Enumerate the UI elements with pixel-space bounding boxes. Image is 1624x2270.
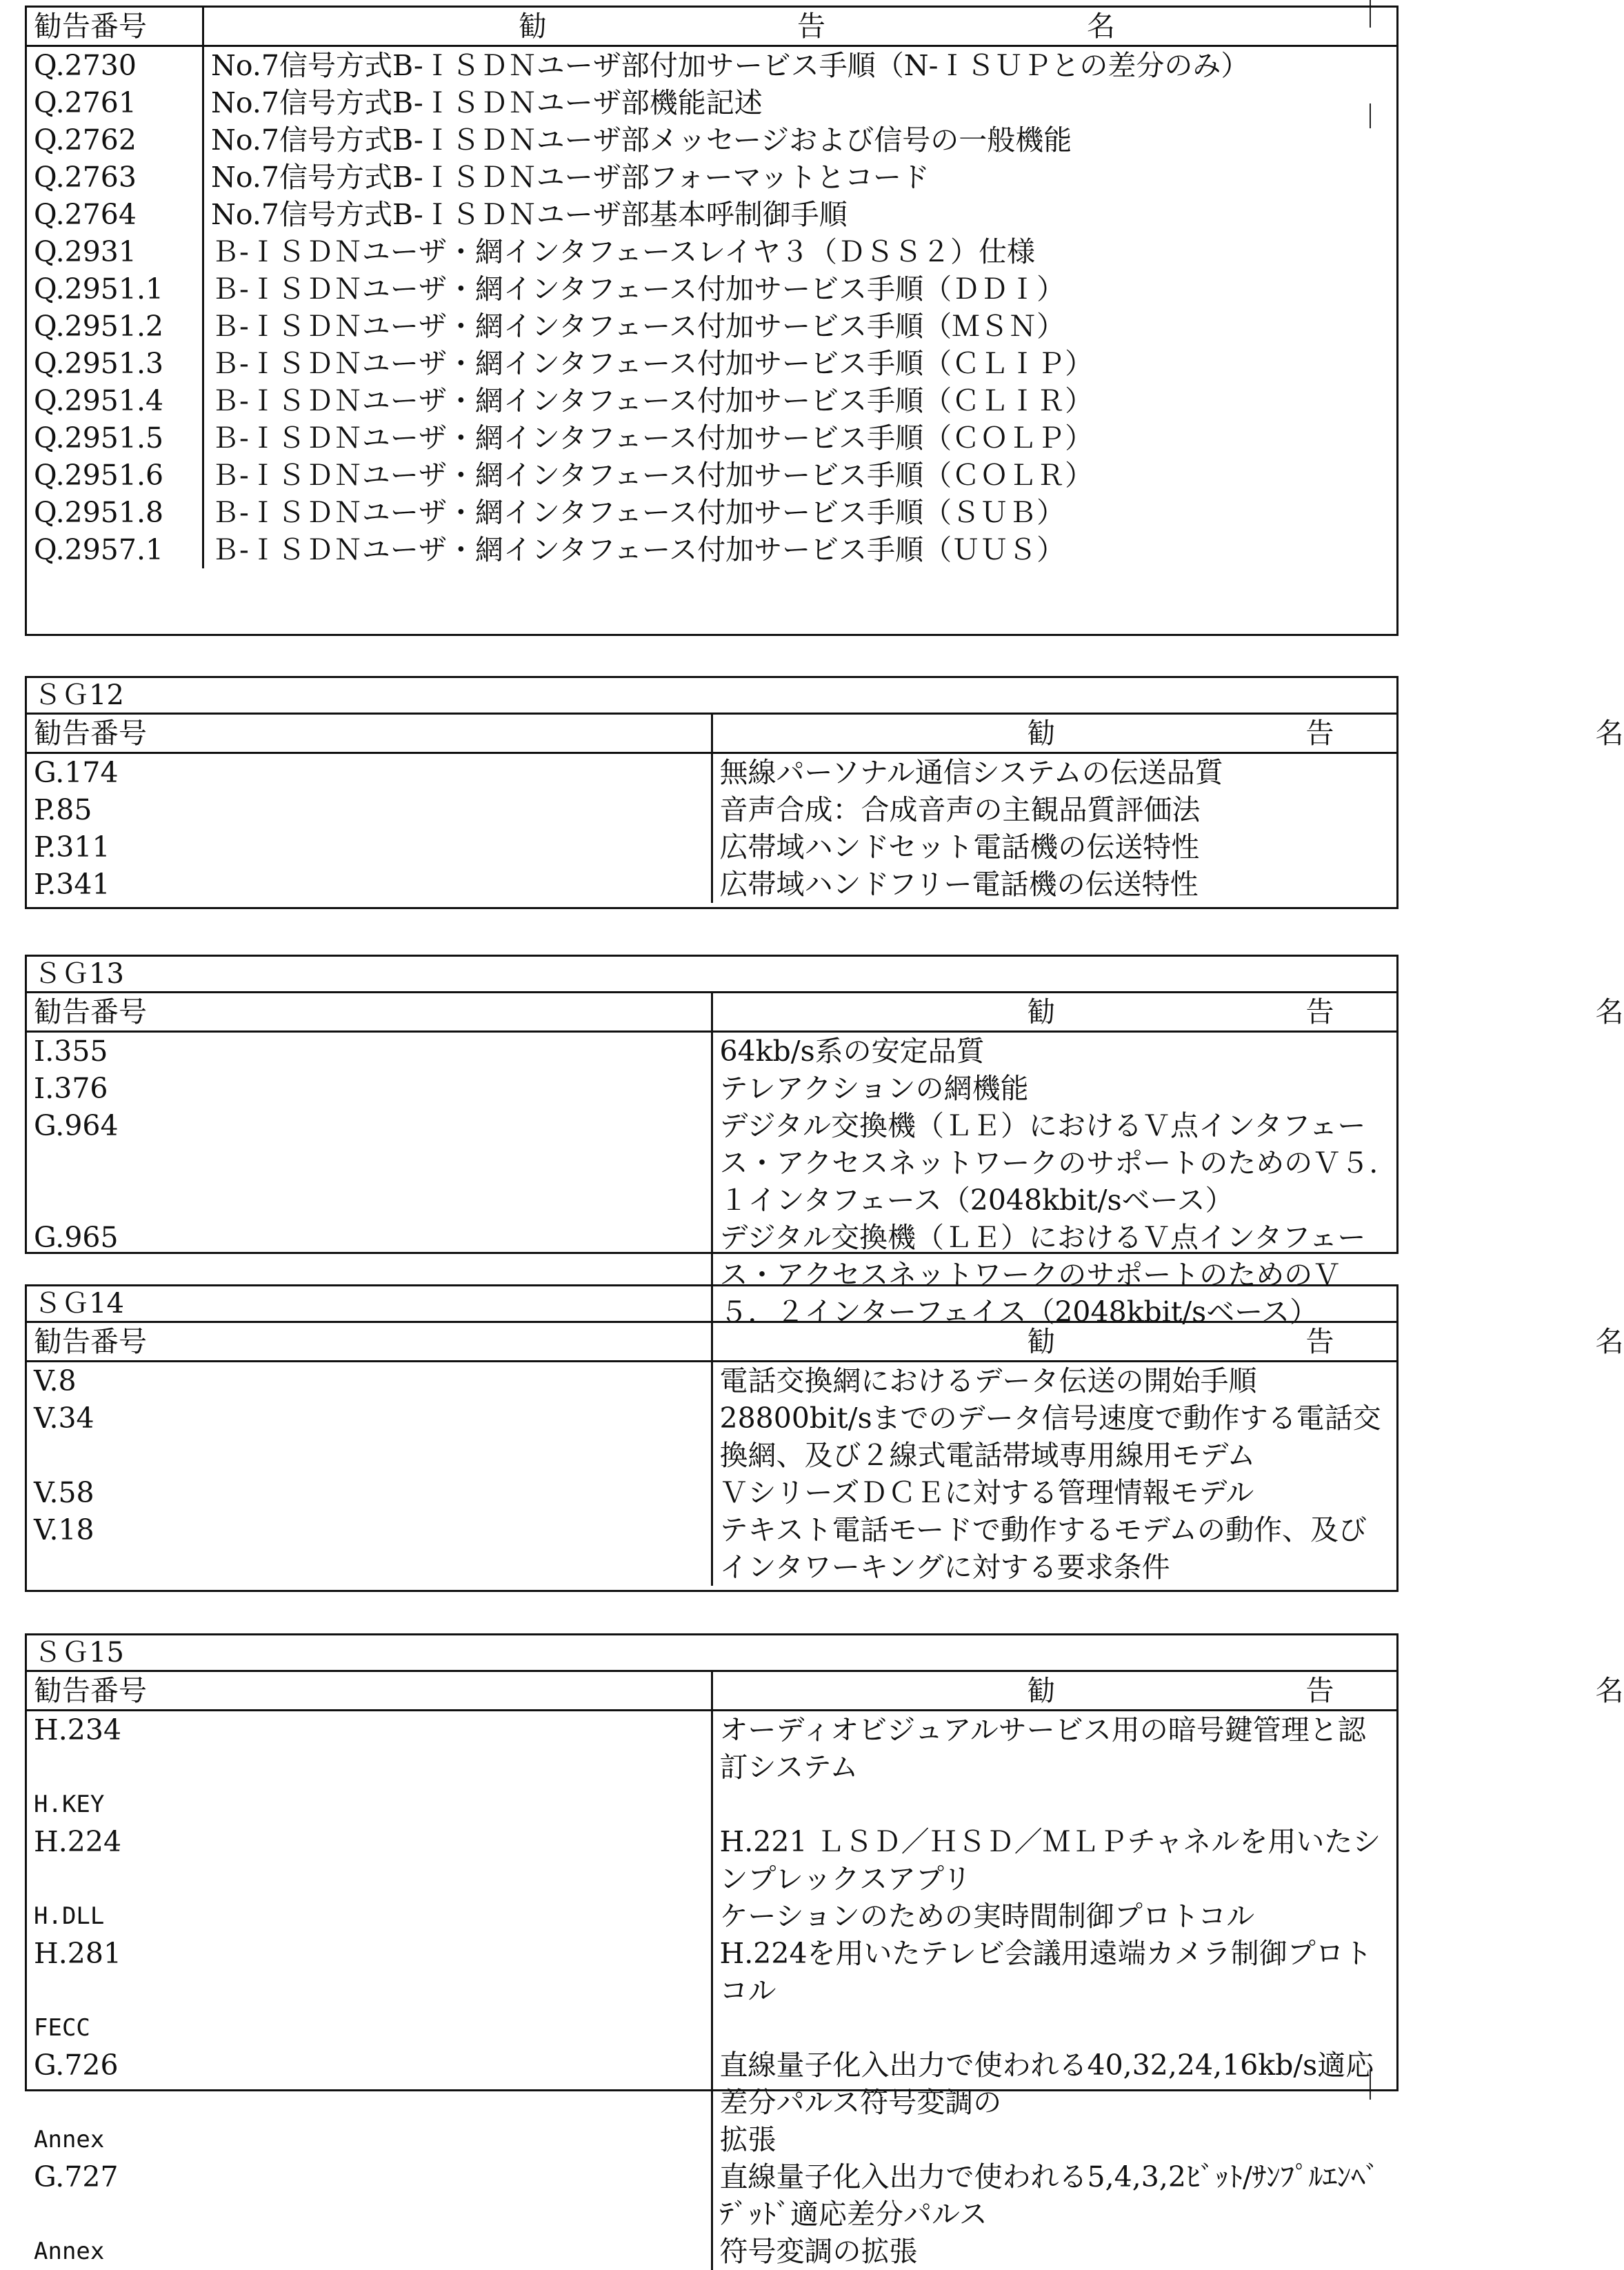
table-row: Q.2951.5 Ｂ-ＩＳＤＮユーザ・網インタフェース付加サービス手順（ＣＯＬＰ） (27, 419, 1396, 457)
table-row: H.234 オーディオビジュアルサービス用の暗号鍵管理と認訂システム (27, 1711, 1396, 1786)
table-header (27, 993, 1396, 1032)
table-row: V.18 テキスト電話モードで動作するモデムの動作、及びインタワーキングに対する要求条件 (27, 1511, 1396, 1586)
table-header (27, 1322, 1396, 1362)
table-row: Q.2764 No.7信号方式B-ＩＳＤＮユーザ部基本呼制御手順 (27, 196, 1396, 233)
table-row: Q.2951.8 Ｂ-ＩＳＤＮユーザ・網インタフェース付加サービス手順（ＳＵＢ） (27, 494, 1396, 531)
study-group-label: ＳＧ13 (27, 957, 1396, 993)
study-group-row (27, 678, 1396, 714)
table-row: I.376 テレアクションの網機能 (27, 1070, 1396, 1107)
recommendation-table (27, 678, 1624, 903)
study-group-label: ＳＧ15 (27, 1635, 1396, 1671)
study-group-label: ＳＧ14 (27, 1286, 1396, 1322)
study-group-row (27, 957, 1396, 993)
header-name: 勧 告 名 (203, 8, 1397, 46)
header-name: 勧 告 名 (712, 993, 1396, 1032)
table-row: P.341 広帯域ハンドフリー電話機の伝送特性 (27, 866, 1396, 903)
recommendation-table (27, 1286, 1624, 1586)
table-row: FECC (27, 2009, 1396, 2047)
table-row: Q.2957.1 Ｂ-ＩＳＤＮユーザ・網インタフェース付加サービス手順（ＵＵＳ） (27, 531, 1396, 568)
section-sg12 (25, 676, 1624, 909)
table-row: I.355 64kb/s系の安定品質 (27, 1032, 1396, 1071)
table-row: Q.2951.4 Ｂ-ＩＳＤＮユーザ・網インタフェース付加サービス手順（ＣＬＩＲ） (27, 382, 1396, 419)
table-row: G.965 デジタル交換機（ＬＥ）におけるＶ点インタフェース・アクセスネットワークのサポートのためのＶ５．２インターフェイス（2048kbit/sベース） (27, 1219, 1396, 1331)
header-name: 勧 告 名 (712, 1322, 1396, 1362)
table-row: Q.2951.3 Ｂ-ＩＳＤＮユーザ・網インタフェース付加サービス手順（ＣＬＩＰ） (27, 345, 1396, 382)
study-group-label: ＳＧ12 (27, 678, 1396, 714)
recommendation-table (27, 8, 1396, 568)
table-row: V.34 28800bit/sまでのデータ信号速度で動作する電話交換網、及び２線式電話帯域専用線用モデム (27, 1400, 1396, 1474)
table-row: P.311 広帯域ハンドセット電話機の伝送特性 (27, 828, 1396, 866)
study-group-row (27, 1635, 1396, 1671)
table-row: H.DLL ケーションのための実時間制御プロトコル (27, 1898, 1396, 1935)
table-row: Annex 符号変調の拡張 (27, 2233, 1396, 2270)
table-row: H.224 H.221 ＬＳＤ／ＨＳＤ／ＭＬＰチャネルを用いたシンプレックスアプリ (27, 1823, 1396, 1898)
table-row: H.281 H.224を用いたテレビ会議用遠端カメラ制御プロトコル (27, 1935, 1396, 2009)
table-header (27, 714, 1396, 753)
table-header (27, 1671, 1396, 1711)
table-row: P.85 音声合成：合成音声の主観品質評価法 (27, 791, 1396, 828)
table-row: Q.2951.6 Ｂ-ＩＳＤＮユーザ・網インタフェース付加サービス手順（ＣＯＬＲ） (27, 457, 1396, 494)
header-number: 勧告番号 (27, 1671, 712, 1711)
table-row: Annex 拡張 (27, 2121, 1396, 2158)
table-row: G.726 直線量子化入出力で使われる40,32,24,16kb/s適応差分パルス符号変調の (27, 2047, 1396, 2121)
table-header (27, 8, 1396, 46)
table-row: Q.2763 No.7信号方式B-ＩＳＤＮユーザ部フォーマットとコード (27, 159, 1396, 196)
table-row: Q.2761 No.7信号方式B-ＩＳＤＮユーザ部機能記述 (27, 84, 1396, 121)
section-q-series (25, 6, 1399, 636)
section-sg15 (25, 1633, 1624, 2268)
study-group-row (27, 1286, 1396, 1322)
table-row: H.KEY (27, 1786, 1396, 1823)
recommendation-table (27, 1635, 1624, 2270)
table-row: Q.2730 No.7信号方式B-ＩＳＤＮユーザ部付加サービス手順（N-ＩＳＵＰとの差分のみ） (27, 46, 1396, 85)
header-number: 勧告番号 (27, 993, 712, 1032)
table-row: G.174 無線パーソナル通信システムの伝送品質 (27, 753, 1396, 792)
recommendation-table (27, 957, 1624, 1331)
table-row: Q.2951.2 Ｂ-ＩＳＤＮユーザ・網インタフェース付加サービス手順（ＭＳＮ） (27, 308, 1396, 345)
table-row: G.727 直線量子化入出力で使われる5,4,3,2ﾋﾞｯﾄ/ｻﾝﾌﾟﾙｴﾝﾍﾞﾃﾞｯﾄﾞ適応差分パルス (27, 2158, 1396, 2233)
table-row: V.58 ＶシリーズＤＣＥに対する管理情報モデル (27, 1474, 1396, 1511)
table-row: G.964 デジタル交換機（ＬＥ）におけるＶ点インタフェース・アクセスネットワークのサポートのためのＶ５.１インタフェース（2048kbit/sベース） (27, 1107, 1396, 1219)
section-sg14 (25, 1284, 1624, 1592)
table-row: Q.2951.1 Ｂ-ＩＳＤＮユーザ・網インタフェース付加サービス手順（ＤＤＩ） (27, 270, 1396, 308)
table-row: Q.2762 No.7信号方式B-ＩＳＤＮユーザ部メッセージおよび信号の一般機能 (27, 121, 1396, 159)
header-number: 勧告番号 (27, 714, 712, 753)
header-number: 勧告番号 (27, 1322, 712, 1362)
header-name: 勧 告 名 (712, 714, 1396, 753)
table-row: Q.2931 Ｂ-ＩＳＤＮユーザ・網インタフェースレイヤ３（ＤＳＳ２）仕様 (27, 233, 1396, 270)
header-number: 勧告番号 (27, 8, 203, 46)
table-row: V.8 電話交換網におけるデータ伝送の開始手順 (27, 1362, 1396, 1400)
header-name: 勧 告 名 (712, 1671, 1396, 1711)
